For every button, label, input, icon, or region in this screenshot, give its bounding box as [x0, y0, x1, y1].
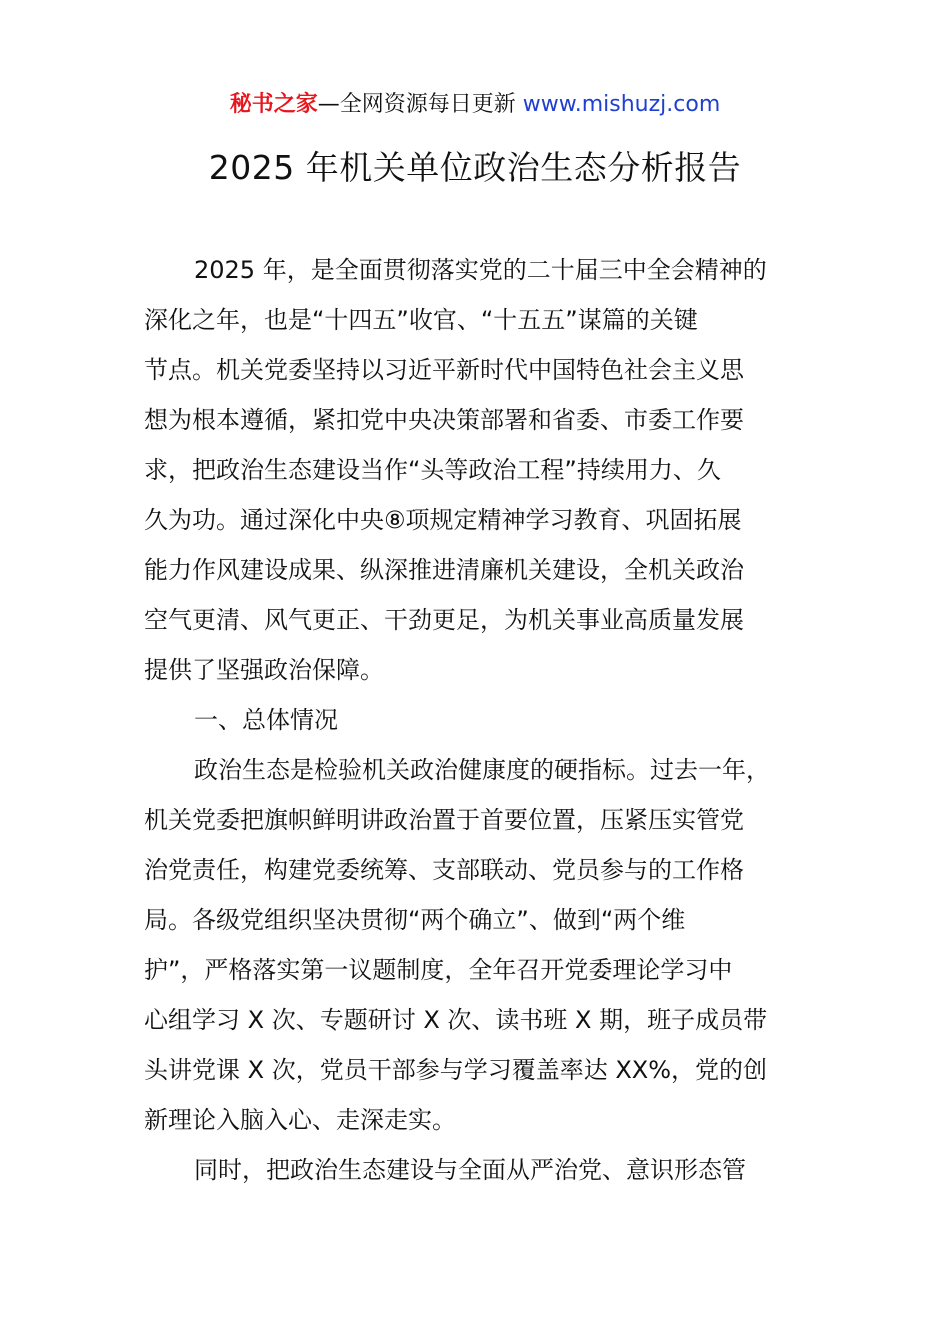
- paragraph-line: 节点。机关党委坚持以习近平新时代中国特色社会主义思: [144, 356, 744, 384]
- site-brand: 秘书之家: [229, 92, 318, 117]
- paragraph-line: 局。各级党组织坚决贯彻“两个确立”、做到“两个维: [144, 906, 686, 934]
- paragraph-line: 心组学习 X 次、专题研讨 X 次、读书班 X 期，班子成员带: [144, 1006, 768, 1034]
- paragraph-line: 治党责任，构建党委统筹、支部联动、党员参与的工作格: [144, 856, 744, 884]
- paragraph-line: 提供了坚强政治保障。: [144, 656, 384, 684]
- site-header: [0, 88, 950, 122]
- section-heading: 一、总体情况: [194, 706, 338, 734]
- paragraph-line: 求，把政治生态建设当作“头等政治工程”持续用力、久: [144, 456, 721, 484]
- document-title: 2025 年机关单位政治生态分析报告: [208, 148, 742, 187]
- paragraph-line: 想为根本遵循，紧扣党中央决策部署和省委、市委工作要: [144, 406, 744, 434]
- paragraph-line: 2025 年，是全面贯彻落实党的二十届三中全会精神的: [194, 256, 767, 284]
- site-tagline: —全网资源每日更新: [317, 92, 523, 117]
- paragraph-line: 新理论入脑入心、走深走实。: [144, 1106, 456, 1134]
- paragraph-line: 同时，把政治生态建设与全面从严治党、意识形态管: [194, 1156, 746, 1184]
- paragraph-line: 机关党委把旗帜鲜明讲政治置于首要位置，压紧压实管党: [144, 806, 744, 834]
- paragraph-line: 久为功。通过深化中央⑧项规定精神学习教育、巩固拓展: [144, 506, 742, 534]
- paragraph-line: 空气更清、风气更正、干劲更足，为机关事业高质量发展: [144, 606, 744, 634]
- document-body: [144, 245, 824, 1195]
- site-url-link[interactable]: www.mishuzj.com: [522, 92, 721, 117]
- paragraph-line: 政治生态是检验机关政治健康度的硬指标。过去一年，: [194, 756, 770, 784]
- paragraph-line: 头讲党课 X 次，党员干部参与学习覆盖率达 XX%，党的创: [144, 1056, 768, 1084]
- paragraph-line: 护”，严格落实第一议题制度，全年召开党委理论学习中: [144, 956, 733, 984]
- paragraph-line: 能力作风建设成果、纵深推进清廉机关建设，全机关政治: [144, 556, 744, 584]
- paragraph-line: 深化之年，也是“十四五”收官、“十五五”谋篇的关键: [144, 306, 698, 334]
